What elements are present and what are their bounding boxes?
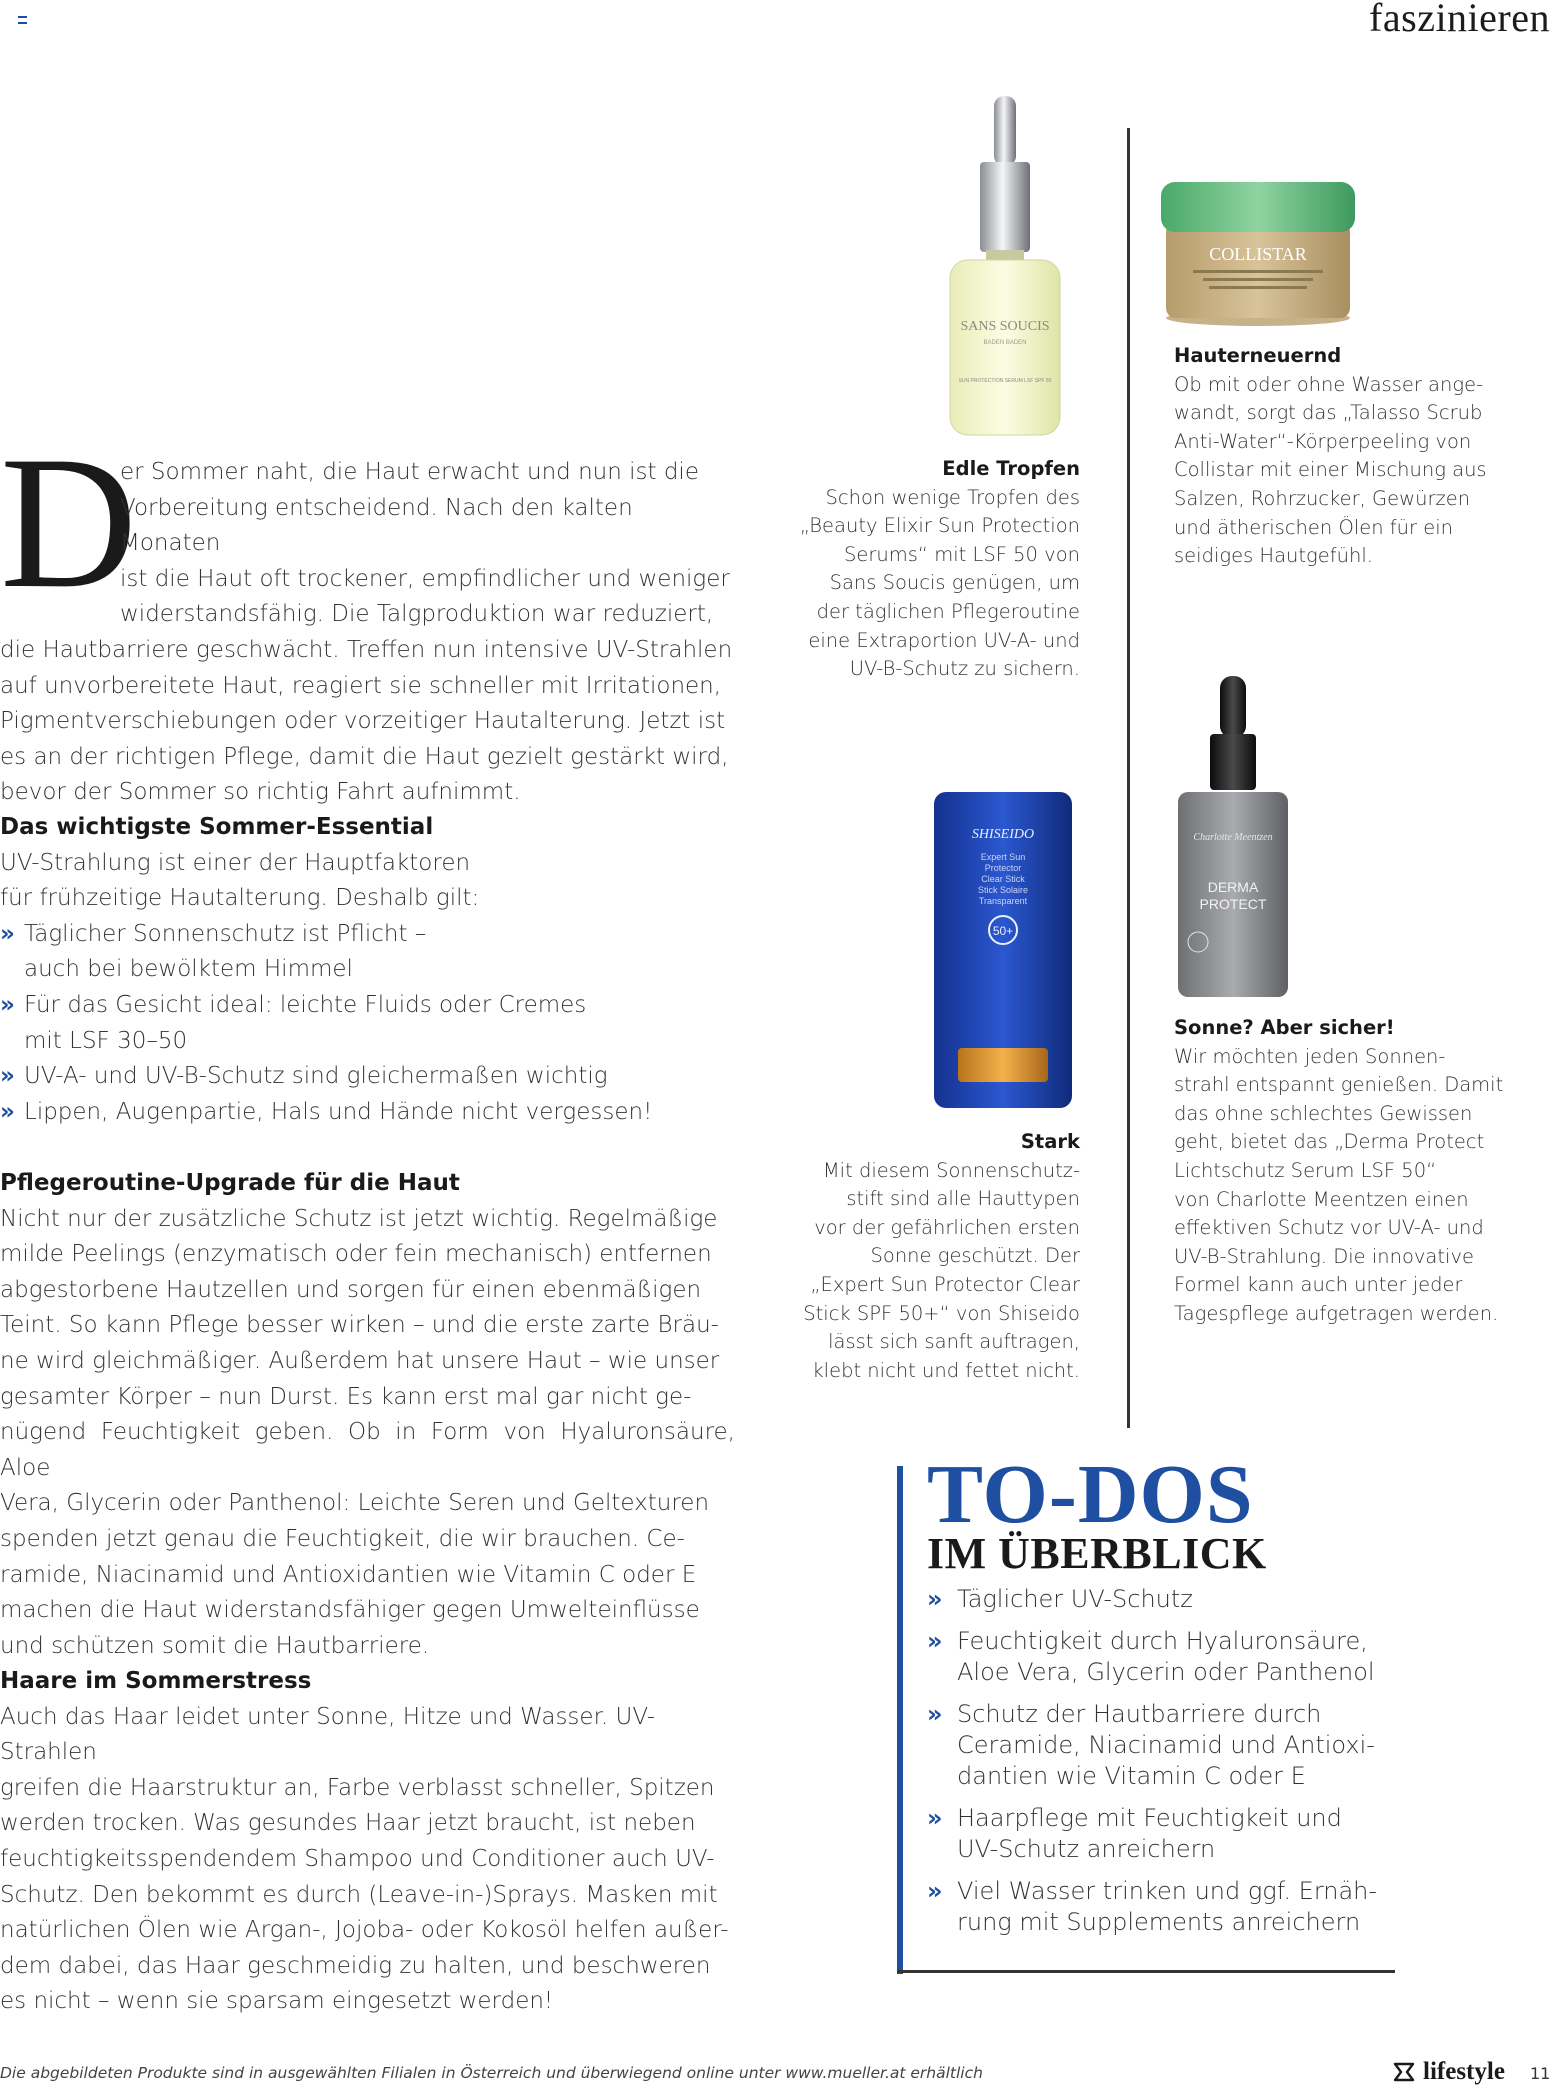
stick-label-line: Clear Stick [981,874,1025,884]
dropper-label-name: PROTECT [1199,896,1267,912]
scrub-jar-image [1153,178,1363,328]
caption-line: lässt sich sanft auftragen, [828,1330,1080,1354]
essential-line: UV-Strahlung ist einer der Hauptfaktoren [0,849,471,876]
brand-name: lifestyle [1423,2058,1505,2085]
upgrade-line: milde Peelings (enzymatisch oder fein mechanisch) entfernen [0,1241,712,1268]
caption-line: UV-B-Schutz zu sichern. [849,657,1080,681]
bullet-text: Täglicher Sonnenschutz ist Pflicht – [24,920,427,947]
hair-line: feuchtigkeitsspendendem Shampoo und Conditioner auch UV- [0,1845,715,1872]
caption-line: eine Extraportion UV-A- und [808,628,1080,652]
hair-line: greifen die Haarstruktur an, Farbe verblasst schneller, Spitzen [0,1774,715,1801]
caption-line: UV-B-Strahlung. Die innovative [1174,1244,1474,1268]
serum-bottle-image [940,92,1070,442]
bullet-mark: » [0,1063,15,1090]
bullet-text: Lippen, Augenpartie, Hals und Hände nicht vergessen! [24,1098,653,1125]
caption-line: Anti-Water“-Körperpeeling von [1174,429,1472,453]
upgrade-line: nügend Feuchtigkeit geben. Ob in Form von Hyaluronsäure, Aloe [0,1419,735,1481]
todo-text: Ceramide, Niacinamid und Antioxi- [957,1731,1375,1759]
dropper-bottle-image [1170,672,1295,1002]
bullet-mark: » [0,1098,15,1125]
caption-title: Sonne? Aber sicher! [1174,1016,1395,1039]
intro-line: Vorbereitung entscheidend. Nach den kalten Monaten [120,494,633,557]
essential-section [0,810,735,1130]
caption-sonne [1174,1014,1544,1329]
todo-item [927,1803,1387,1865]
serum-label-line: SUN PROTECTION SERUM LSF SPF 50 [958,378,1052,384]
intro-line: widerstandsfähig. Die Talgproduktion war reduziert, [120,601,714,628]
corner-mark [18,16,27,24]
upgrade-line: Teint. So kann Pflege besser wirken – und die erste zarte Bräu- [0,1312,719,1339]
caption-line: klebt nicht und fettet nicht. [812,1358,1080,1382]
serum-label-sub: BADEN BADEN [983,340,1027,346]
sun-stick-image [928,790,1078,1110]
caption-line: Salzen, Rohrzucker, Gewürzen [1174,486,1471,510]
caption-line: geht, bietet das „Derma Protect [1174,1130,1485,1154]
caption-line: seidiges Hautgefühl. [1174,544,1373,568]
serum-label-brand: SANS SOUCIS [960,319,1050,334]
stick-label-line: Protector [984,863,1022,873]
todo-text: rung mit Supplements anreichern [957,1908,1361,1936]
column-divider [1127,128,1130,1428]
todo-subtitle: IM ÜBERBLICK [927,1529,1267,1578]
caption-line: Mit diesem Sonnenschutz- [822,1158,1080,1182]
todo-text: Schutz der Hautbarriere durch [957,1700,1322,1728]
todo-text: Haarpflege mit Feuchtigkeit und [957,1804,1342,1832]
caption-title: Edle Tropfen [942,457,1080,480]
todo-text: Täglicher UV-Schutz [957,1585,1193,1613]
todo-text: dantien wie Vitamin C oder E [957,1762,1306,1790]
caption-line: strahl entspannt genießen. Damit [1174,1073,1504,1097]
intro-line: die Hautbarriere geschwächt. Treffen nun intensive UV-Strahlen [0,636,733,663]
hair-line: dem dabei, das Haar geschmeidig zu halten, und beschweren [0,1952,711,1979]
todo-mark: » [927,1700,943,1728]
caption-line: der täglichen Pflegeroutine [816,599,1080,623]
caption-edle [740,455,1080,684]
bullet-mark: » [0,920,15,947]
intro-line: auf unvorbereitete Haut, reagiert sie schneller mit Irritationen, [0,672,722,699]
caption-line: vor der gefährlichen ersten [814,1215,1080,1239]
caption-line: Formel kann auch unter jeder [1174,1273,1463,1297]
todo-title: TO-DOS [927,1448,1254,1541]
todo-text: UV-Schutz anreichern [957,1835,1216,1863]
upgrade-line: machen die Haut widerstandsfähiger gegen Umwelteinflüsse [0,1597,700,1624]
intro-line: ist die Haut oft trockener, empfindlicher und weniger [120,565,730,592]
caption-stark [740,1128,1080,1385]
todo-mark: » [927,1627,943,1655]
caption-line: und ätherischen Ölen für ein [1174,515,1454,539]
essential-bullet [0,1059,735,1095]
dropper-label-brand: Charlotte Meentzen [1193,832,1273,843]
bullet-text: UV-A- und UV-B-Schutz sind gleichermaßen wichtig [24,1063,608,1090]
essential-bullet [0,1095,735,1131]
caption-line: Sans Soucis genügen, um [829,571,1080,595]
page-number: 11 [1530,2064,1550,2083]
hair-heading: Haare im Sommerstress [0,1668,312,1694]
caption-title: Hauterneuernd [1174,344,1342,367]
section-title: faszinieren [1369,0,1550,40]
hair-line: Auch das Haar leidet unter Sonne, Hitze und Wasser. UV-Strahlen [0,1703,656,1766]
caption-line: von Charlotte Meentzen einen [1174,1187,1469,1211]
hair-line: natürlichen Ölen wie Argan-, Jojoba- oder Kokosöl helfen außer- [0,1917,729,1944]
upgrade-line: Vera, Glycerin oder Panthenol: Leichte Seren und Geltexturen [0,1490,710,1517]
stick-label-line: Transparent [978,896,1028,906]
caption-line: Stick SPF 50+“ von Shiseido [803,1301,1080,1325]
jar-label-brand: COLLISTAR [1209,244,1307,264]
upgrade-line: ramide, Niacinamid und Antioxidantien wie Vitamin C oder E [0,1561,697,1588]
todo-text: Viel Wasser trinken und ggf. Ernäh- [957,1877,1378,1905]
caption-line: wandt, sorgt das „Talasso Scrub [1174,401,1483,425]
caption-line: Collistar mit einer Mischung aus [1174,458,1487,482]
stick-label-line: Stick Solaire [977,885,1029,895]
dropcap: D [0,418,138,628]
stick-label-brand: SHISEIDO [971,827,1035,842]
caption-line: Wir möchten jeden Sonnen- [1174,1044,1446,1068]
brand-icon [1393,2062,1415,2082]
intro-line: Pigmentverschiebungen oder vorzeitiger Hautalterung. Jetzt ist [0,708,726,735]
todo-text: Feuchtigkeit durch Hyaluronsäure, [957,1627,1368,1655]
todo-mark: » [927,1877,943,1905]
todo-item [927,1876,1387,1938]
upgrade-line: spenden jetzt genau die Feuchtigkeit, die wir brauchen. Ce- [0,1525,685,1552]
essential-bullet [0,988,735,1059]
todo-list [927,1584,1387,1949]
caption-line: Tagespflege aufgetragen werden. [1174,1301,1499,1325]
caption-line: „Expert Sun Protector Clear [810,1272,1080,1296]
upgrade-line: und schützen somit die Hautbarriere. [0,1632,430,1659]
bullet-text: mit LSF 30–50 [24,1027,188,1054]
hair-line: es nicht – wenn sie sparsam eingesetzt werden! [0,1988,554,2015]
stick-label-line: Expert Sun [980,852,1026,862]
bullet-mark: » [0,991,15,1018]
todo-mark: » [927,1585,943,1613]
todo-item [927,1584,1387,1615]
todo-mark: » [927,1804,943,1832]
intro-line: es an der richtigen Pflege, damit die Haut gezielt gestärkt wird, [0,743,729,770]
footnote: Die abgebildeten Produkte sind in ausgewählten Filialen in Österreich und überwiegend online unter www.mueller.at erhältlich [0,2064,983,2082]
intro-line: bevor der Sommer so richtig Fahrt aufnimmt. [0,779,521,806]
caption-line: Schon wenige Tropfen des [825,485,1080,509]
essential-bullet [0,917,735,988]
todo-text: Aloe Vera, Glycerin oder Panthenol [957,1658,1375,1686]
caption-line: stift sind alle Hauttypen [846,1187,1080,1211]
todo-accent-bar [897,1466,903,1974]
bullet-text: auch bei bewölktem Himmel [24,956,353,983]
bullet-text: Für das Gesicht ideal: leichte Fluids oder Cremes [24,991,587,1018]
hair-section [0,1664,735,2020]
upgrade-heading: Pflegeroutine-Upgrade für die Haut [0,1170,460,1196]
upgrade-line: abgestorbene Hautzellen und sorgen für einen ebenmäßigen [0,1276,702,1303]
caption-line: Ob mit oder ohne Wasser ange- [1174,372,1484,396]
dropper-label-name: DERMA [1207,879,1259,895]
upgrade-line: Nicht nur der zusätzliche Schutz ist jetzt wichtig. Regelmäßige [0,1205,718,1232]
caption-line: Serums“ mit LSF 50 von [844,542,1080,566]
intro-paragraph [0,455,735,811]
hair-line: werden trocken. Was gesundes Haar jetzt braucht, ist neben [0,1810,696,1837]
todo-item [927,1699,1387,1792]
caption-line: Sonne geschützt. Der [870,1244,1080,1268]
caption-title: Stark [1020,1130,1080,1153]
intro-line: er Sommer naht, die Haut erwacht und nun ist die [120,459,699,485]
caption-line: effektiven Schutz vor UV-A- und [1174,1216,1484,1240]
caption-line: das ohne schlechtes Gewissen [1174,1101,1473,1125]
upgrade-section [0,1166,735,1664]
hair-line: Schutz. Den bekommt es durch (Leave-in-)Sprays. Masken mit [0,1881,718,1908]
todo-bottom-rule [897,1970,1395,1973]
stick-label-spf: 50+ [992,924,1014,938]
upgrade-line: ne wird gleichmäßiger. Außerdem hat unsere Haut – wie unser [0,1347,720,1374]
essential-line: für frühzeitige Hautalterung. Deshalb gilt: [0,885,480,912]
todo-item [927,1626,1387,1688]
caption-line: „Beauty Elixir Sun Protection [799,514,1080,538]
upgrade-line: gesamter Körper – nun Durst. Es kann erst mal gar nicht ge- [0,1383,692,1410]
essential-heading: Das wichtigste Sommer-Essential [0,814,434,840]
brand-logo [1393,2058,1505,2086]
caption-haut [1174,342,1544,571]
caption-line: Lichtschutz Serum LSF 50“ [1174,1158,1437,1182]
